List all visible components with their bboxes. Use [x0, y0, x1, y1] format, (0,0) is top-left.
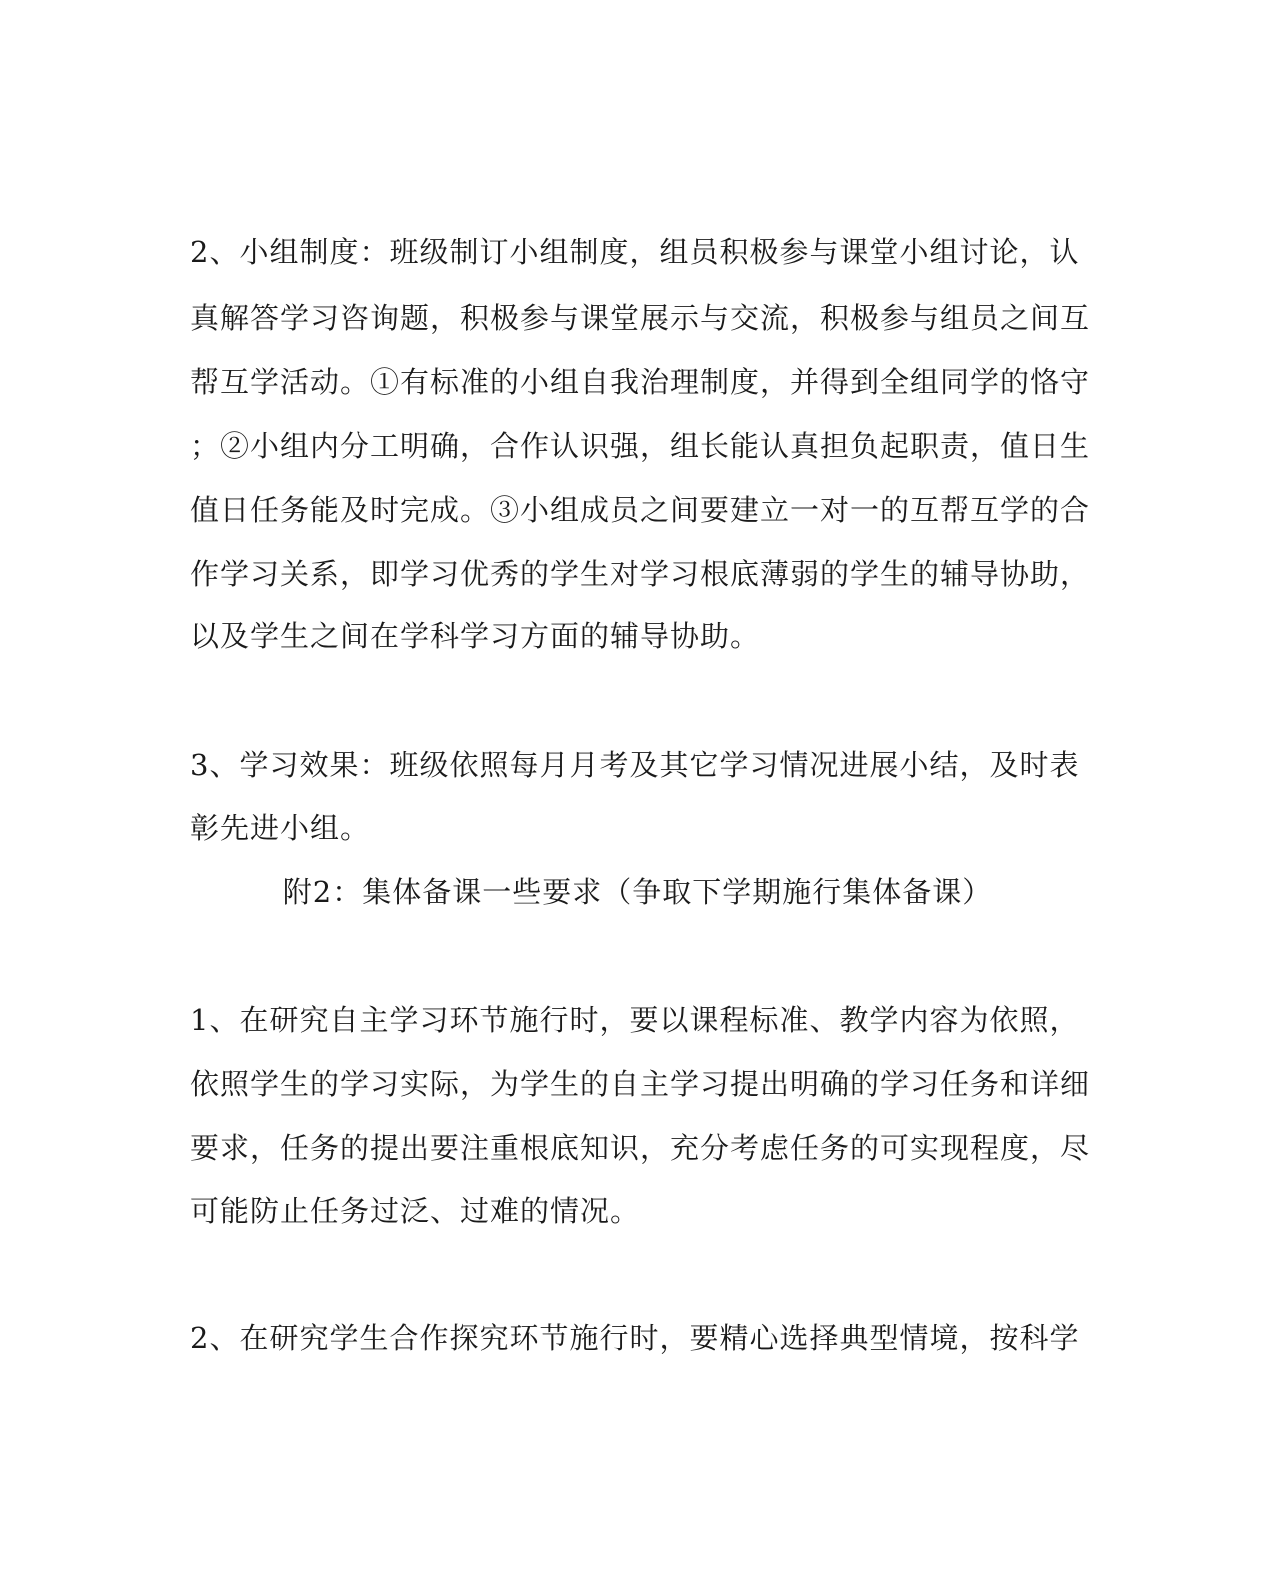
paragraph-line: 以及学生之间在学科学习方面的辅导协助。 [190, 619, 761, 653]
paragraph-line: 可能防止任务过泛、过难的情况。 [190, 1194, 641, 1228]
paragraph-line: 真解答学习咨询题，积极参与课堂展示与交流，积极参与组员之间互 [190, 301, 1091, 335]
paragraph-line: 2、小组制度：班级制订小组制度，组员积极参与课堂小组讨论，认 [190, 235, 1080, 269]
paragraph-line: 值日任务能及时完成。③小组成员之间要建立一对一的互帮互学的合 [190, 493, 1091, 527]
paragraph-line: 1、在研究自主学习环节施行时，要以课程标准、教学内容为依照， [190, 1003, 1080, 1037]
paragraph-line: 作学习关系，即学习优秀的学生对学习根底薄弱的学生的辅导协助， [190, 557, 1091, 591]
appendix-title: 附2：集体备课一些要求（争取下学期施行集体备课） [282, 875, 993, 909]
paragraph-line: 3、学习效果：班级依照每月月考及其它学习情况进展小结，及时表 [190, 748, 1080, 782]
paragraph-line: ；②小组内分工明确，合作认识强，组长能认真担负起职责，值日生 [190, 429, 1091, 463]
paragraph-line: 依照学生的学习实际，为学生的自主学习提出明确的学习任务和详细 [190, 1067, 1091, 1101]
paragraph-line: 帮互学活动。①有标准的小组自我治理制度，并得到全组同学的恪守 [190, 365, 1091, 399]
paragraph-line: 2、在研究学生合作探究环节施行时，要精心选择典型情境，按科学 [190, 1321, 1080, 1355]
paragraph-line: 彰先进小组。 [190, 811, 371, 845]
paragraph-line: 要求，任务的提出要注重根底知识，充分考虑任务的可实现程度，尽 [190, 1131, 1091, 1165]
